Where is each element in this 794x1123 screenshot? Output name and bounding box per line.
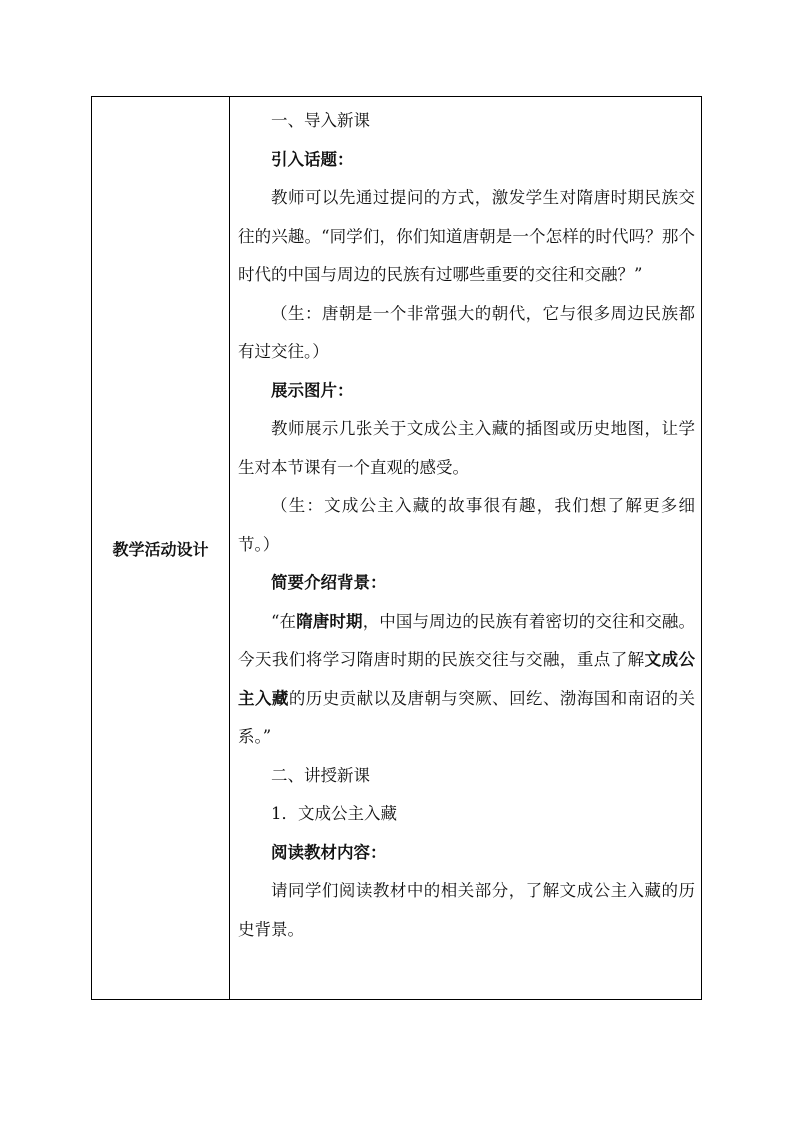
content-cell [230, 97, 701, 999]
background-emphasis-wencheng: 文成公主入藏 [238, 650, 696, 708]
background-emphasis-sui-tang: 隋唐时期 [296, 611, 363, 631]
background-text-part-2: ，中国与周边的民族有着密切的交往和交融。今天我们将学习隋唐时期的民族交往与交融，重点了解 [238, 611, 696, 669]
lesson-plan-table [91, 96, 702, 1000]
student-response-1: （生：唐朝是一个非常强大的朝代，它与很多周边民族都有过交往。） [238, 303, 695, 361]
reading-heading: 阅读教材内容： [271, 842, 387, 862]
intro-topic-heading: 引入话题： [271, 149, 354, 169]
section-2-title: 二、讲授新课 [271, 765, 370, 785]
reading-text: 请同学们阅读教材中的相关部分，了解文成公主入藏的历史背景。 [238, 881, 695, 939]
subsection-1-title: 1．文成公主入藏 [271, 804, 397, 823]
section-1-title: 一、导入新课 [271, 111, 370, 130]
background-heading: 简要介绍背景： [271, 573, 387, 592]
row-label: 教学活动设计 [112, 539, 209, 559]
intro-topic-text: 教师可以先通过提问的方式，激发学生对隋唐时期民族交往的兴趣。“同学们，你们知道唐朝是一个怎样的时代吗？那个时代的中国与周边的民族有过哪些重要的交往和交融？” [238, 188, 695, 284]
show-pictures-text: 教师展示几张关于文成公主入藏的插图或历史地图，让学生对本节课有一个直观的感受。 [238, 419, 695, 477]
background-text [238, 603, 695, 757]
background-text-part-1: “在 [271, 611, 297, 631]
student-response-2: （生：文成公主入藏的故事很有趣，我们想了解更多细节。） [238, 496, 695, 554]
background-text-part-3: 的历史贡献以及唐朝与突厥、回纥、渤海国和南诏的关系。” [238, 688, 696, 746]
row-label-cell [92, 97, 230, 999]
show-pictures-heading: 展示图片： [271, 380, 354, 400]
